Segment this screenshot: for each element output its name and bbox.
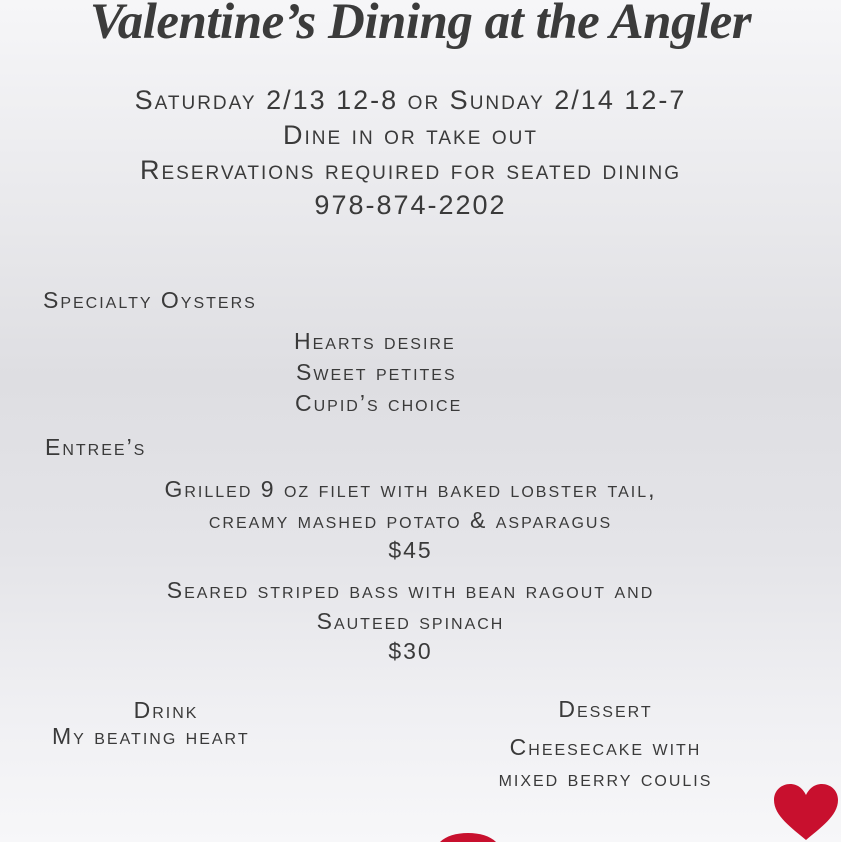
- entree-description: Seared striped bass with bean ragout and: [166, 577, 655, 603]
- entree-price: $45: [388, 537, 433, 563]
- heart-icon: [772, 782, 840, 842]
- heart-icon: [436, 832, 500, 842]
- event-dates: Saturday 2/13 12-8 or Sunday 2/14 12-7: [134, 85, 687, 115]
- entree-description: creamy mashed potato & asparagus: [208, 507, 613, 533]
- phone-number: 978-874-2202: [314, 190, 507, 220]
- dessert-item: mixed berry coulis: [498, 765, 713, 791]
- drink-heading: Drink: [133, 697, 199, 723]
- page-title: Valentine’s Dining at the Angler: [89, 0, 752, 50]
- oyster-item: Cupid’s choice: [295, 390, 463, 416]
- dessert-item: Cheesecake with: [509, 734, 702, 760]
- oyster-item: Sweet petites: [296, 359, 457, 385]
- entree-description: Sauteed spinach: [316, 608, 505, 634]
- entrees-heading: Entree’s: [45, 434, 147, 460]
- service-options: Dine in or take out: [283, 120, 538, 150]
- entree-description: Grilled 9 oz filet with baked lobster tail,: [164, 476, 657, 502]
- oyster-item: Hearts desire: [294, 328, 456, 354]
- entree-price: $30: [388, 638, 433, 664]
- oysters-heading: Specialty Oysters: [43, 287, 257, 313]
- drink-item: My beating heart: [52, 723, 250, 749]
- reservations-note: Reservations required for seated dining: [140, 155, 681, 185]
- dessert-heading: Dessert: [558, 696, 653, 722]
